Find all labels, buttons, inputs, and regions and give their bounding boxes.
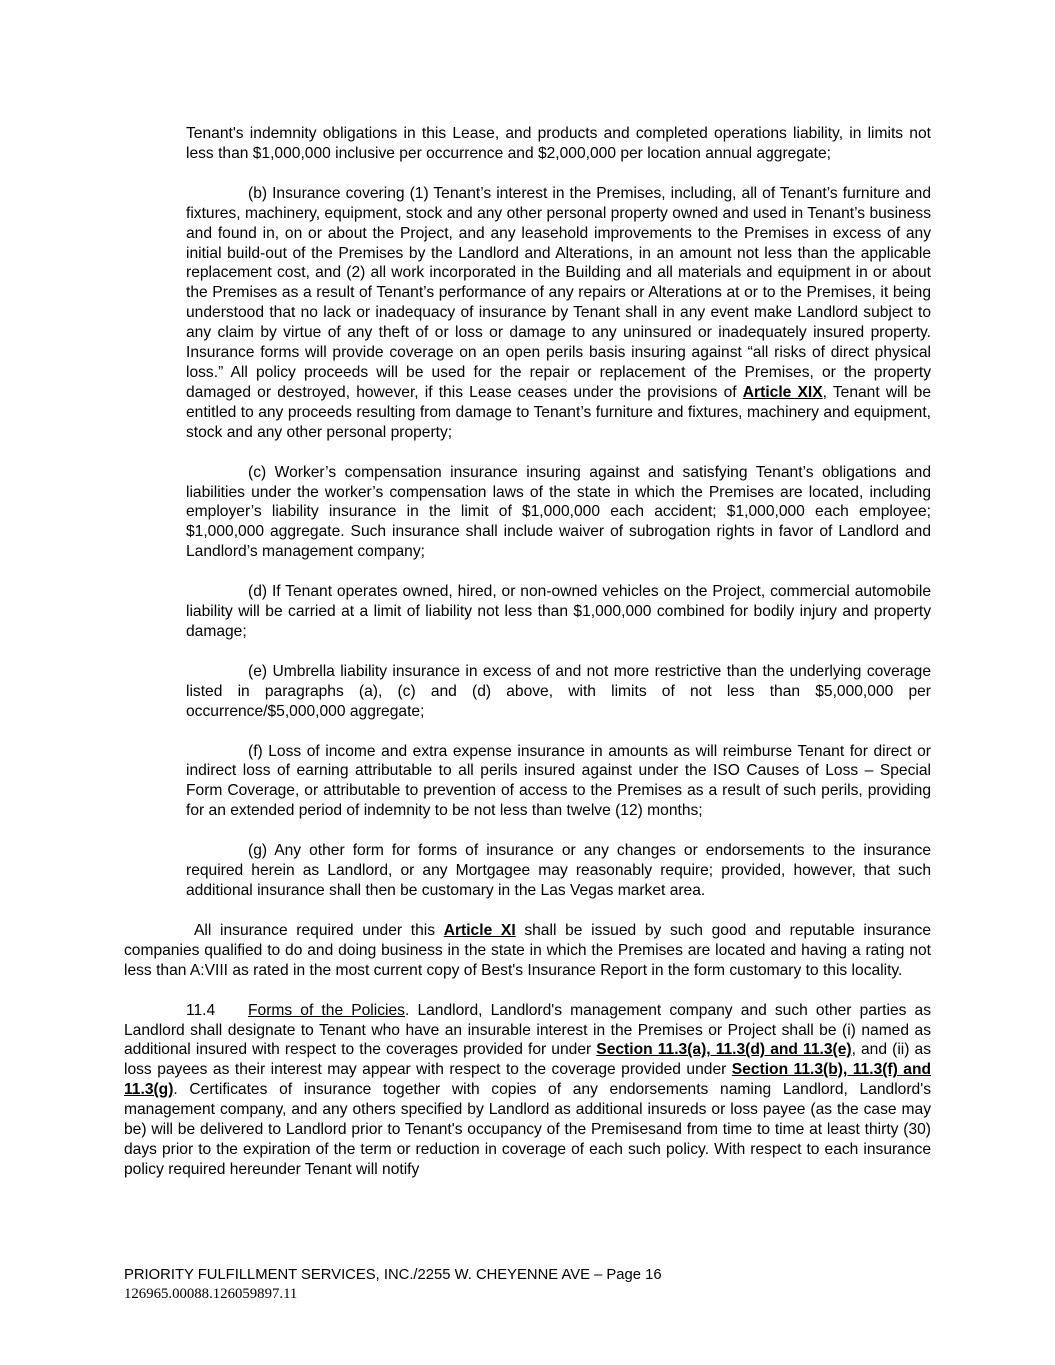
paragraph-all-text-2: shall be issued by such good and reputable insurance companies qualified to do and doing business in the state in which the Premises are located and having a rating not less than A:VIII as rated in the most current copy of Best's Insurance Report in the form customary to this locality.: [124, 921, 931, 979]
page-footer: [124, 1266, 931, 1304]
article-xix-reference: Article XIX: [742, 383, 823, 401]
paragraph-b-text-2: , Tenant will be entitled to any proceeds resulting from damage to Tenant’s furniture and fixtures, machinery and equipment, stock and any other personal property;: [186, 383, 931, 441]
paragraph-f: [186, 742, 931, 822]
section-reference-1: Section 11.3(a), 11.3(d) and 11.3(e): [596, 1041, 852, 1059]
article-xi-reference: Article XI: [443, 921, 516, 939]
section-heading: Forms of the Policies: [248, 1001, 405, 1019]
paragraph-b: [186, 184, 931, 443]
section-reference-2: Section 11.3(b), 11.3(f) and 11.3(g): [124, 1061, 931, 1099]
paragraph-f-text: (f) Loss of income and extra expense insurance in amounts as will reimburse Tenant for direct or indirect loss of earning attributable to all perils insured against under the ISO Causes of Loss – Special Form Coverage, or attributable to prevention of access to the Premises as a result of such perils, providing for an extended period of indemnity to be not less than twelve (12) months;: [186, 742, 931, 820]
paragraph-g-text: (g) Any other form for forms of insurance or any changes or endorsements to the insurance required herein as Landlord, or any Mortgagee may reasonably require; provided, however, that such additional insurance shall then be customary in the Las Vegas market area.: [186, 842, 931, 899]
section-number: 11.4: [186, 1001, 216, 1019]
section-text-1: . Landlord, Landlord's management company and such other parties as Landlord shall designate to Tenant who have an insurable interest in the Premises or Project shall be (i) named as additional insured with respect to the coverages provided for under: [124, 1001, 932, 1059]
paragraph-c: [186, 463, 931, 563]
section-text-2: , and (ii) as loss payees as their interest may appear with respect to the coverage provided under: [124, 1041, 932, 1079]
section-text-3: . Certificates of insurance together with copies of any endorsements naming Landlord, Landlord's management company, and any others specified by Landlord as additional insureds or loss payee (as the case may be) will be delivered to Landlord prior to Tenant's occupancy of the Premisesand from time to time at least thirty (30) days prior to the expiration of the term or reduction in coverage of each such policy. With respect to each insurance policy required hereunder Tenant will notify: [124, 1081, 931, 1178]
paragraph-e: [186, 662, 931, 722]
paragraph-g: [186, 841, 931, 901]
paragraph-all-insurance: [124, 921, 931, 981]
paragraph-a-text: Tenant's indemnity obligations in this Lease, and products and completed operations liability, in limits not less than $1,000,000 inclusive per occurrence and $2,000,000 per location annual aggregate;: [186, 125, 931, 162]
section-11-4: [124, 1001, 931, 1180]
paragraph-c-text: (c) Worker’s compensation insurance insuring against and satisfying Tenant’s obligations and liabilities under the worker’s compensation laws of the state in which the Premises are located, including employer’s liability insurance in the limit of $1,000,000 each accident; $1,000,000 each employee; $1,000,000 aggregate. Such insurance shall include waiver of subrogation rights in favor of Landlord and Landlord’s management company;: [186, 463, 931, 561]
paragraph-d: [186, 582, 931, 642]
footer-title-page: PRIORITY FULFILLMENT SERVICES, INC./2255 W. CHEYENNE AVE – Page 16: [124, 1267, 662, 1283]
paragraph-all-text-1: All insurance required under this: [194, 921, 444, 939]
document-body: [124, 124, 931, 1180]
paragraph-b-text-1: (b) Insurance covering (1) Tenant’s interest in the Premises, including, all of Tenant’s furniture and fixtures, machinery, equipment, stock and any other personal property owned and used in Tenant’s business and found in, on or about the Project, and any leasehold improvements to the Premises in excess of any initial build-out of the Premises by the Landlord and Alterations, in an amount not less than the applicable replacement cost, and (2) all work incorporated in the Building and all materials and equipment in or about the Premises as a result of Tenant’s performance of any repairs or Alterations at or to the Premises, it being understood that no lack or inadequacy of insurance by Tenant shall in any event make Landlord subject to any claim by virtue of any theft of or loss or damage to any uninsured or inadequately insured property. Insurance forms will provide coverage on an open perils basis insuring against “all risks of direct physical loss.” All policy proceeds will be used for the repair or replacement of the Premises, or the property damaged or destroyed, however, if this Lease ceases under the provisions of: [186, 184, 931, 401]
paragraph-d-text: (d) If Tenant operates owned, hired, or non-owned vehicles on the Project, commercial automobile liability will be carried at a limit of liability not less than $1,000,000 combined for bodily injury and property damage;: [186, 583, 931, 640]
paragraph-a-continued: [186, 124, 931, 164]
paragraph-e-text: (e) Umbrella liability insurance in excess of and not more restrictive than the underlying coverage listed in paragraphs (a), (c) and (d) above, with limits of not less than $5,000,000 per occurrence/$5,000,000 aggregate;: [186, 662, 931, 720]
footer-document-id: 126965.00088.126059897.11: [124, 1286, 298, 1302]
